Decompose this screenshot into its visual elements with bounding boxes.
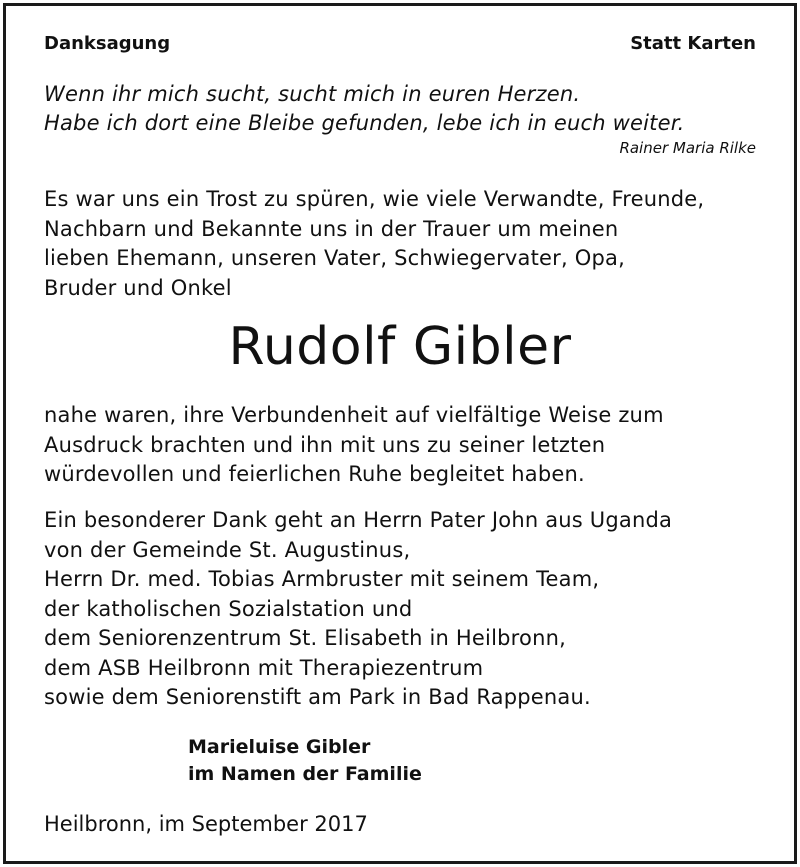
thanks-line: von der Gemeinde St. Augustinus,	[44, 537, 411, 562]
closing-line: würdevollen und feierlichen Ruhe begleitet haben.	[44, 462, 585, 486]
signature-block	[188, 734, 422, 788]
statt-karten-label: Statt Karten	[630, 33, 756, 54]
thanks-line: Ein besonderer Dank geht an Herrn Pater John aus Uganda	[44, 508, 673, 532]
intro-paragraph	[44, 185, 764, 303]
signature-family: im Namen der Familie	[188, 763, 422, 785]
thanks-line: sowie dem Seniorenstift am Park in Bad Rappenau.	[44, 685, 591, 709]
thanks-line: der katholischen Sozialstation und	[44, 596, 413, 621]
thanks-line: dem Seniorenzentrum St. Elisabeth in Heilbronn,	[44, 626, 566, 650]
intro-line: Bruder und Onkel	[44, 275, 232, 300]
quote-author: Rainer Maria Rilke	[619, 139, 756, 157]
quote-block	[44, 80, 764, 138]
notice-header	[44, 33, 756, 61]
closing-line: Ausdruck brachten und ihn mit uns zu seiner letzten	[44, 432, 606, 457]
place-date: Heilbronn, im September 2017	[44, 812, 368, 836]
thanks-paragraph	[44, 506, 764, 713]
thanks-line: dem ASB Heilbronn mit Therapiezentrum	[44, 655, 484, 680]
thanks-line: Herrn Dr. med. Tobias Armbruster mit seinem Team,	[44, 567, 600, 591]
notice-type-label: Danksagung	[44, 33, 171, 54]
intro-line: lieben Ehemann, unseren Vater, Schwiegervater, Opa,	[44, 246, 625, 270]
closing-paragraph	[44, 401, 764, 490]
intro-line: Es war uns ein Trost zu spüren, wie viele Verwandte, Freunde,	[44, 187, 705, 211]
deceased-name: Rudolf Gibler	[228, 317, 572, 377]
closing-line: nahe waren, ihre Verbundenheit auf vielfältige Weise zum	[44, 403, 664, 427]
quote-line: Habe ich dort eine Bleibe gefunden, lebe ich in euch weiter.	[44, 111, 685, 135]
signature-name: Marieluise Gibler	[188, 736, 371, 758]
quote-line: Wenn ihr mich sucht, sucht mich in euren Herzen.	[44, 82, 581, 106]
intro-line: Nachbarn und Bekannte uns in der Trauer um meinen	[44, 216, 619, 241]
